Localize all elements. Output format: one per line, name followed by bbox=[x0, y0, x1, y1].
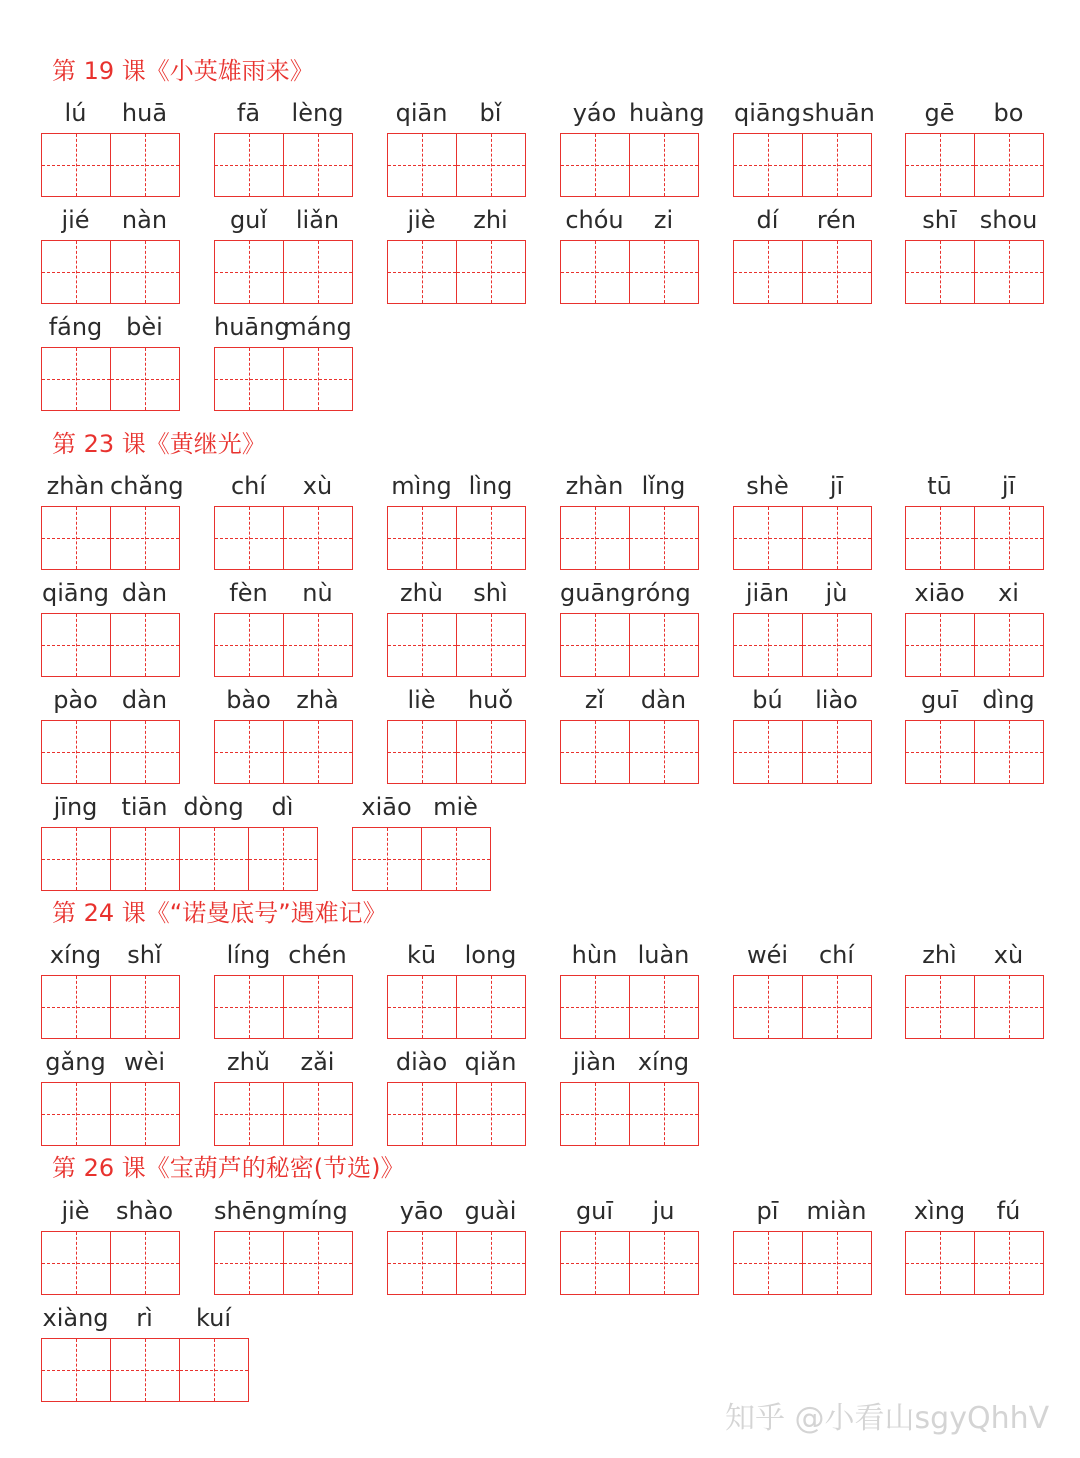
pinyin-syllable: zǎi bbox=[300, 1048, 335, 1076]
pinyin-syllable: zǐ bbox=[584, 686, 605, 714]
writing-box[interactable] bbox=[733, 240, 872, 304]
tianzige-cell[interactable] bbox=[456, 241, 525, 303]
writing-box[interactable] bbox=[560, 720, 699, 784]
tianzige-cell[interactable] bbox=[906, 614, 974, 676]
writing-box[interactable] bbox=[560, 613, 699, 677]
writing-box[interactable] bbox=[41, 1338, 249, 1402]
pinyin-syllable: miè bbox=[433, 793, 478, 821]
pinyin-syllable: wèi bbox=[123, 1048, 166, 1076]
pinyin-syllable: jī bbox=[1001, 472, 1016, 500]
pinyin-syllable: lǐng bbox=[641, 472, 686, 500]
pinyin-syllable: xù bbox=[993, 941, 1024, 969]
pinyin-syllable: guài bbox=[464, 1197, 517, 1225]
tianzige-cell[interactable] bbox=[906, 134, 974, 196]
tianzige-cell[interactable] bbox=[456, 1232, 525, 1294]
pinyin-syllable: hùn bbox=[571, 941, 618, 969]
tianzige-cell[interactable] bbox=[283, 134, 352, 196]
tianzige-cell[interactable] bbox=[42, 348, 110, 410]
pinyin-syllable: shào bbox=[115, 1197, 174, 1225]
writing-box[interactable] bbox=[387, 133, 526, 197]
pinyin-syllable: dìng bbox=[982, 686, 1035, 714]
writing-box[interactable] bbox=[41, 975, 180, 1039]
tianzige-cell[interactable] bbox=[283, 507, 352, 569]
writing-box[interactable] bbox=[387, 506, 526, 570]
pinyin-syllable: qiāng bbox=[733, 99, 802, 127]
pinyin-syllable: mìng bbox=[391, 472, 452, 500]
tianzige-cell[interactable] bbox=[110, 976, 179, 1038]
tianzige-cell[interactable] bbox=[110, 1339, 179, 1401]
pinyin-syllable: chén bbox=[288, 941, 347, 969]
pinyin-syllable: ju bbox=[652, 1197, 675, 1225]
pinyin-syllable: zhàn bbox=[565, 472, 624, 500]
writing-box[interactable] bbox=[560, 1231, 699, 1295]
pinyin-syllable: zhì bbox=[922, 941, 957, 969]
watermark: 知乎 @小看山sgyQhhV bbox=[725, 1401, 1050, 1436]
pinyin-syllable: huàng bbox=[629, 99, 705, 127]
tianzige-cell[interactable] bbox=[734, 721, 802, 783]
tianzige-cell[interactable] bbox=[215, 1232, 283, 1294]
tianzige-cell[interactable] bbox=[179, 828, 248, 890]
tianzige-cell[interactable] bbox=[974, 241, 1043, 303]
pinyin-syllable: lèng bbox=[291, 99, 344, 127]
writing-box[interactable] bbox=[41, 240, 180, 304]
pinyin-syllable: liǎn bbox=[295, 206, 340, 234]
writing-box[interactable] bbox=[387, 240, 526, 304]
writing-box[interactable] bbox=[41, 1082, 180, 1146]
pinyin-syllable: rén bbox=[816, 206, 857, 234]
pinyin-syllable: pī bbox=[756, 1197, 779, 1225]
pinyin-syllable: xù bbox=[302, 472, 333, 500]
tianzige-cell[interactable] bbox=[629, 976, 698, 1038]
tianzige-cell[interactable] bbox=[283, 614, 352, 676]
tianzige-cell[interactable] bbox=[456, 134, 525, 196]
tianzige-cell[interactable] bbox=[353, 828, 421, 890]
tianzige-cell[interactable] bbox=[110, 507, 179, 569]
tianzige-cell[interactable] bbox=[215, 134, 283, 196]
lesson-title: 第 24 课《“诺曼底号”遇难记》 bbox=[52, 899, 387, 927]
tianzige-cell[interactable] bbox=[974, 1232, 1043, 1294]
tianzige-cell[interactable] bbox=[42, 721, 110, 783]
writing-box[interactable] bbox=[387, 613, 526, 677]
pinyin-syllable: dí bbox=[756, 206, 779, 234]
pinyin-syllable: zhù bbox=[399, 579, 444, 607]
pinyin-syllable: fèn bbox=[229, 579, 268, 607]
pinyin-syllable: míng bbox=[287, 1197, 348, 1225]
pinyin-syllable: guī bbox=[920, 686, 959, 714]
tianzige-cell[interactable] bbox=[456, 721, 525, 783]
tianzige-cell[interactable] bbox=[629, 507, 698, 569]
writing-box[interactable] bbox=[905, 720, 1044, 784]
tianzige-cell[interactable] bbox=[42, 1339, 110, 1401]
tianzige-cell[interactable] bbox=[802, 721, 871, 783]
tianzige-cell[interactable] bbox=[110, 1083, 179, 1145]
writing-box[interactable] bbox=[733, 506, 872, 570]
writing-box[interactable] bbox=[387, 1231, 526, 1295]
pinyin-syllable: tū bbox=[927, 472, 952, 500]
tianzige-cell[interactable] bbox=[42, 1232, 110, 1294]
writing-box[interactable] bbox=[214, 133, 353, 197]
pinyin-syllable: guī bbox=[575, 1197, 614, 1225]
tianzige-cell[interactable] bbox=[283, 721, 352, 783]
writing-box[interactable] bbox=[214, 240, 353, 304]
tianzige-cell[interactable] bbox=[561, 507, 629, 569]
tianzige-cell[interactable] bbox=[388, 721, 456, 783]
writing-box[interactable] bbox=[905, 240, 1044, 304]
tianzige-cell[interactable] bbox=[561, 134, 629, 196]
tianzige-cell[interactable] bbox=[802, 1232, 871, 1294]
tianzige-cell[interactable] bbox=[110, 614, 179, 676]
tianzige-cell[interactable] bbox=[456, 1083, 525, 1145]
tianzige-cell[interactable] bbox=[561, 976, 629, 1038]
pinyin-syllable: bèi bbox=[126, 313, 163, 341]
pinyin-syllable: huāng bbox=[214, 313, 290, 341]
pinyin-syllable: líng bbox=[226, 941, 271, 969]
tianzige-cell[interactable] bbox=[456, 507, 525, 569]
tianzige-cell[interactable] bbox=[974, 507, 1043, 569]
pinyin-syllable: huā bbox=[121, 99, 168, 127]
tianzige-cell[interactable] bbox=[734, 614, 802, 676]
pinyin-syllable: rì bbox=[136, 1304, 153, 1332]
tianzige-cell[interactable] bbox=[215, 507, 283, 569]
writing-box[interactable] bbox=[733, 720, 872, 784]
pinyin-syllable: dàn bbox=[640, 686, 687, 714]
tianzige-cell[interactable] bbox=[734, 976, 802, 1038]
tianzige-cell[interactable] bbox=[283, 1083, 352, 1145]
writing-box[interactable] bbox=[41, 1231, 180, 1295]
writing-box[interactable] bbox=[560, 133, 699, 197]
tianzige-cell[interactable] bbox=[215, 721, 283, 783]
pinyin-syllable: jié bbox=[61, 206, 90, 234]
pinyin-syllable: zhǔ bbox=[226, 1048, 271, 1076]
tianzige-cell[interactable] bbox=[215, 241, 283, 303]
pinyin-syllable: qiān bbox=[395, 99, 448, 127]
pinyin-syllable: diào bbox=[395, 1048, 448, 1076]
pinyin-syllable: zhi bbox=[473, 206, 508, 234]
tianzige-cell[interactable] bbox=[561, 241, 629, 303]
tianzige-cell[interactable] bbox=[906, 241, 974, 303]
tianzige-cell[interactable] bbox=[629, 1232, 698, 1294]
tianzige-cell[interactable] bbox=[802, 241, 871, 303]
tianzige-cell[interactable] bbox=[629, 134, 698, 196]
pinyin-syllable: dàn bbox=[121, 686, 168, 714]
pinyin-syllable: chí bbox=[230, 472, 267, 500]
tianzige-cell[interactable] bbox=[215, 1083, 283, 1145]
writing-box[interactable] bbox=[387, 975, 526, 1039]
pinyin-syllable: lú bbox=[64, 99, 87, 127]
writing-box[interactable] bbox=[41, 347, 180, 411]
tianzige-cell[interactable] bbox=[734, 241, 802, 303]
writing-box[interactable] bbox=[214, 1231, 353, 1295]
writing-box[interactable] bbox=[905, 613, 1044, 677]
writing-box[interactable] bbox=[41, 827, 318, 891]
tianzige-cell[interactable] bbox=[388, 134, 456, 196]
pinyin-syllable: yāo bbox=[399, 1197, 444, 1225]
tianzige-cell[interactable] bbox=[42, 507, 110, 569]
tianzige-cell[interactable] bbox=[42, 134, 110, 196]
pinyin-syllable: róng bbox=[636, 579, 691, 607]
pinyin-syllable: zhàn bbox=[46, 472, 105, 500]
writing-box[interactable] bbox=[214, 347, 353, 411]
tianzige-cell[interactable] bbox=[906, 507, 974, 569]
pinyin-syllable: bo bbox=[993, 99, 1024, 127]
pinyin-syllable: bú bbox=[752, 686, 783, 714]
tianzige-cell[interactable] bbox=[421, 828, 490, 890]
pinyin-syllable: shī bbox=[922, 206, 957, 234]
writing-box[interactable] bbox=[214, 720, 353, 784]
pinyin-syllable: nàn bbox=[121, 206, 168, 234]
tianzige-cell[interactable] bbox=[179, 1339, 248, 1401]
tianzige-cell[interactable] bbox=[42, 828, 110, 890]
pinyin-syllable: dàn bbox=[121, 579, 168, 607]
tianzige-cell[interactable] bbox=[802, 507, 871, 569]
pinyin-syllable: nù bbox=[302, 579, 333, 607]
pinyin-syllable: guāng bbox=[560, 579, 636, 607]
tianzige-cell[interactable] bbox=[283, 241, 352, 303]
pinyin-syllable: fáng bbox=[48, 313, 103, 341]
tianzige-cell[interactable] bbox=[456, 614, 525, 676]
pinyin-syllable: lìng bbox=[468, 472, 513, 500]
pinyin-syllable: chǎng bbox=[110, 472, 184, 500]
tianzige-cell[interactable] bbox=[388, 1083, 456, 1145]
writing-box[interactable] bbox=[560, 240, 699, 304]
pinyin-syllable: xìng bbox=[913, 1197, 966, 1225]
pinyin-syllable: shǐ bbox=[127, 941, 162, 969]
tianzige-cell[interactable] bbox=[802, 976, 871, 1038]
pinyin-syllable: chóu bbox=[565, 206, 624, 234]
pinyin-syllable: qiāng bbox=[41, 579, 110, 607]
lesson-title: 第 26 课《宝葫芦的秘密(节选)》 bbox=[52, 1154, 405, 1182]
pinyin-syllable: xiàng bbox=[42, 1304, 109, 1332]
writing-box[interactable] bbox=[560, 975, 699, 1039]
writing-box[interactable] bbox=[41, 506, 180, 570]
pinyin-syllable: xiāo bbox=[361, 793, 412, 821]
writing-box[interactable] bbox=[733, 613, 872, 677]
tianzige-cell[interactable] bbox=[906, 976, 974, 1038]
tianzige-cell[interactable] bbox=[629, 721, 698, 783]
pinyin-syllable: xíng bbox=[49, 941, 102, 969]
writing-box[interactable] bbox=[905, 133, 1044, 197]
pinyin-syllable: xíng bbox=[637, 1048, 690, 1076]
tianzige-cell[interactable] bbox=[802, 614, 871, 676]
tianzige-cell[interactable] bbox=[215, 976, 283, 1038]
tianzige-cell[interactable] bbox=[110, 721, 179, 783]
tianzige-cell[interactable] bbox=[110, 241, 179, 303]
pinyin-syllable: dòng bbox=[183, 793, 244, 821]
tianzige-cell[interactable] bbox=[110, 348, 179, 410]
pinyin-syllable: zi bbox=[653, 206, 674, 234]
tianzige-cell[interactable] bbox=[248, 828, 317, 890]
pinyin-syllable: jiān bbox=[745, 579, 790, 607]
pinyin-syllable: xiāo bbox=[914, 579, 965, 607]
tianzige-cell[interactable] bbox=[456, 976, 525, 1038]
pinyin-syllable: kū bbox=[406, 941, 437, 969]
writing-box[interactable] bbox=[905, 506, 1044, 570]
tianzige-cell[interactable] bbox=[388, 1232, 456, 1294]
pinyin-syllable: jīng bbox=[53, 793, 98, 821]
tianzige-cell[interactable] bbox=[906, 1232, 974, 1294]
writing-box[interactable] bbox=[41, 613, 180, 677]
lesson-title: 第 23 课《黄继光》 bbox=[52, 430, 266, 458]
tianzige-cell[interactable] bbox=[734, 134, 802, 196]
writing-box[interactable] bbox=[214, 1082, 353, 1146]
pinyin-syllable: jù bbox=[825, 579, 848, 607]
pinyin-syllable: shè bbox=[746, 472, 789, 500]
tianzige-cell[interactable] bbox=[42, 976, 110, 1038]
tianzige-cell[interactable] bbox=[388, 614, 456, 676]
pinyin-syllable: shou bbox=[979, 206, 1038, 234]
writing-box[interactable] bbox=[560, 1082, 699, 1146]
tianzige-cell[interactable] bbox=[283, 976, 352, 1038]
tianzige-cell[interactable] bbox=[974, 134, 1043, 196]
pinyin-syllable: kuí bbox=[195, 1304, 232, 1332]
tianzige-cell[interactable] bbox=[388, 241, 456, 303]
tianzige-cell[interactable] bbox=[283, 1232, 352, 1294]
writing-box[interactable] bbox=[214, 975, 353, 1039]
tianzige-cell[interactable] bbox=[561, 721, 629, 783]
tianzige-cell[interactable] bbox=[561, 614, 629, 676]
tianzige-cell[interactable] bbox=[629, 241, 698, 303]
pinyin-syllable: zhà bbox=[296, 686, 339, 714]
writing-box[interactable] bbox=[41, 133, 180, 197]
pinyin-syllable: gē bbox=[924, 99, 955, 127]
tianzige-cell[interactable] bbox=[110, 1232, 179, 1294]
tianzige-cell[interactable] bbox=[906, 721, 974, 783]
tianzige-cell[interactable] bbox=[388, 507, 456, 569]
tianzige-cell[interactable] bbox=[974, 721, 1043, 783]
pinyin-syllable: liào bbox=[815, 686, 858, 714]
tianzige-cell[interactable] bbox=[215, 348, 283, 410]
tianzige-cell[interactable] bbox=[734, 507, 802, 569]
pinyin-syllable: liè bbox=[407, 686, 436, 714]
pinyin-syllable: huǒ bbox=[467, 686, 514, 714]
pinyin-syllable: jiè bbox=[407, 206, 436, 234]
tianzige-cell[interactable] bbox=[629, 1083, 698, 1145]
pinyin-syllable: gǎng bbox=[45, 1048, 106, 1076]
tianzige-cell[interactable] bbox=[42, 614, 110, 676]
writing-box[interactable] bbox=[733, 1231, 872, 1295]
pinyin-syllable: long bbox=[464, 941, 517, 969]
tianzige-cell[interactable] bbox=[110, 134, 179, 196]
pinyin-syllable: jiè bbox=[61, 1197, 90, 1225]
pinyin-syllable: shēng bbox=[214, 1197, 287, 1225]
pinyin-syllable: chí bbox=[818, 941, 855, 969]
pinyin-syllable: miàn bbox=[806, 1197, 867, 1225]
tianzige-cell[interactable] bbox=[561, 1232, 629, 1294]
tianzige-cell[interactable] bbox=[974, 976, 1043, 1038]
pinyin-syllable: fā bbox=[236, 99, 261, 127]
tianzige-cell[interactable] bbox=[283, 348, 352, 410]
tianzige-cell[interactable] bbox=[110, 828, 179, 890]
pinyin-syllable: jī bbox=[829, 472, 844, 500]
tianzige-cell[interactable] bbox=[974, 614, 1043, 676]
writing-box[interactable] bbox=[387, 1082, 526, 1146]
writing-box[interactable] bbox=[733, 133, 872, 197]
pinyin-syllable: pào bbox=[53, 686, 98, 714]
writing-box[interactable] bbox=[733, 975, 872, 1039]
pinyin-syllable: shuān bbox=[802, 99, 875, 127]
writing-box[interactable] bbox=[214, 506, 353, 570]
writing-box[interactable] bbox=[387, 720, 526, 784]
lesson-title: 第 19 课《小英雄雨来》 bbox=[52, 57, 314, 85]
pinyin-syllable: shì bbox=[473, 579, 508, 607]
tianzige-cell[interactable] bbox=[561, 1083, 629, 1145]
pinyin-syllable: máng bbox=[283, 313, 352, 341]
pinyin-syllable: bǐ bbox=[479, 99, 502, 127]
tianzige-cell[interactable] bbox=[802, 134, 871, 196]
pinyin-syllable: guǐ bbox=[229, 206, 268, 234]
writing-box[interactable] bbox=[214, 613, 353, 677]
writing-box[interactable] bbox=[41, 720, 180, 784]
pinyin-syllable: yáo bbox=[572, 99, 617, 127]
pinyin-syllable: jiàn bbox=[572, 1048, 617, 1076]
writing-box[interactable] bbox=[352, 827, 491, 891]
writing-box[interactable] bbox=[905, 1231, 1044, 1295]
writing-box[interactable] bbox=[560, 506, 699, 570]
pinyin-syllable: fú bbox=[996, 1197, 1021, 1225]
pinyin-syllable: luàn bbox=[637, 941, 690, 969]
pinyin-syllable: bào bbox=[226, 686, 271, 714]
pinyin-syllable: tiān bbox=[121, 793, 168, 821]
tianzige-cell[interactable] bbox=[388, 976, 456, 1038]
tianzige-cell[interactable] bbox=[42, 1083, 110, 1145]
tianzige-cell[interactable] bbox=[629, 614, 698, 676]
pinyin-syllable: dì bbox=[271, 793, 294, 821]
tianzige-cell[interactable] bbox=[215, 614, 283, 676]
pinyin-syllable: qiǎn bbox=[464, 1048, 517, 1076]
writing-box[interactable] bbox=[905, 975, 1044, 1039]
tianzige-cell[interactable] bbox=[734, 1232, 802, 1294]
pinyin-syllable: wéi bbox=[746, 941, 789, 969]
tianzige-cell[interactable] bbox=[42, 241, 110, 303]
pinyin-syllable: xi bbox=[998, 579, 1019, 607]
